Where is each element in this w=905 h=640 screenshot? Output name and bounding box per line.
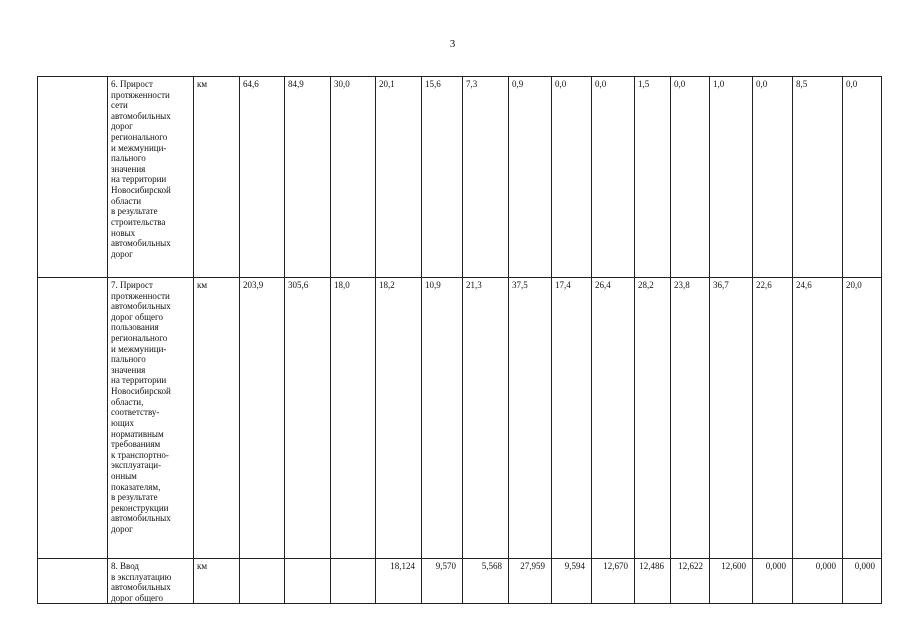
value-cell: 26,4 (592, 278, 635, 559)
value-cell: 30,0 (331, 77, 376, 278)
value-cell: 18,0 (331, 278, 376, 559)
value-cell (331, 559, 376, 604)
value-cell: 0,000 (793, 559, 843, 604)
value-cell: 0,0 (671, 77, 710, 278)
value-cell: 0,9 (509, 77, 552, 278)
value-cell: 15,6 (422, 77, 463, 278)
value-cell: 64,6 (240, 77, 285, 278)
indicator-name: 7. Прирост протяженности автомобильных дорог общего пользования регионального и межмуници- пального значения на территории Новосибирской области, соответству- ющих нормативным требованиям к транспортно- эксплуатаци- онным показателям, в результате реконструкции автомобильных дорог (108, 278, 194, 559)
value-cell: 0,000 (753, 559, 793, 604)
unit-cell: км (194, 559, 240, 604)
value-cell: 18,124 (376, 559, 422, 604)
value-cell: 0,0 (592, 77, 635, 278)
table-row (38, 559, 882, 604)
value-cell: 9,570 (422, 559, 463, 604)
value-cell: 22,6 (753, 278, 793, 559)
value-cell: 0,0 (552, 77, 592, 278)
value-cell: 1,0 (710, 77, 753, 278)
value-cell: 20,1 (376, 77, 422, 278)
value-cell: 37,5 (509, 278, 552, 559)
indicator-name: 6. Прирост протяженности сети автомобильных дорог регионального и межмуници- пального значения на территории Новосибирской области в результате строительства новых автомобильных дорог (108, 77, 194, 278)
blank-cell (38, 559, 108, 604)
value-cell: 5,568 (463, 559, 509, 604)
value-cell: 0,000 (843, 559, 882, 604)
blank-cell (38, 278, 108, 559)
value-cell: 28,2 (635, 278, 671, 559)
value-cell: 12,486 (635, 559, 671, 604)
value-cell (240, 559, 285, 604)
value-cell: 0,0 (753, 77, 793, 278)
value-cell: 18,2 (376, 278, 422, 559)
indicator-table (37, 76, 882, 604)
value-cell: 36,7 (710, 278, 753, 559)
value-cell: 12,622 (671, 559, 710, 604)
value-cell: 84,9 (285, 77, 331, 278)
indicator-name: 8. Ввод в эксплуатацию автомобильных дорог общего (108, 559, 194, 604)
value-cell: 9,594 (552, 559, 592, 604)
value-cell: 203,9 (240, 278, 285, 559)
value-cell: 12,600 (710, 559, 753, 604)
value-cell: 1,5 (635, 77, 671, 278)
value-cell: 20,0 (843, 278, 882, 559)
value-cell: 24,6 (793, 278, 843, 559)
value-cell: 17,4 (552, 278, 592, 559)
table-row (38, 77, 882, 278)
value-cell: 21,3 (463, 278, 509, 559)
unit-cell: км (194, 77, 240, 278)
value-cell: 305,6 (285, 278, 331, 559)
value-cell: 7,3 (463, 77, 509, 278)
value-cell: 27,959 (509, 559, 552, 604)
page-number: 3 (449, 38, 456, 50)
table-row (38, 278, 882, 559)
value-cell: 8,5 (793, 77, 843, 278)
unit-cell: км (194, 278, 240, 559)
value-cell: 23,8 (671, 278, 710, 559)
value-cell: 12,670 (592, 559, 635, 604)
blank-cell (38, 77, 108, 278)
value-cell (285, 559, 331, 604)
value-cell: 0,0 (843, 77, 882, 278)
value-cell: 10,9 (422, 278, 463, 559)
